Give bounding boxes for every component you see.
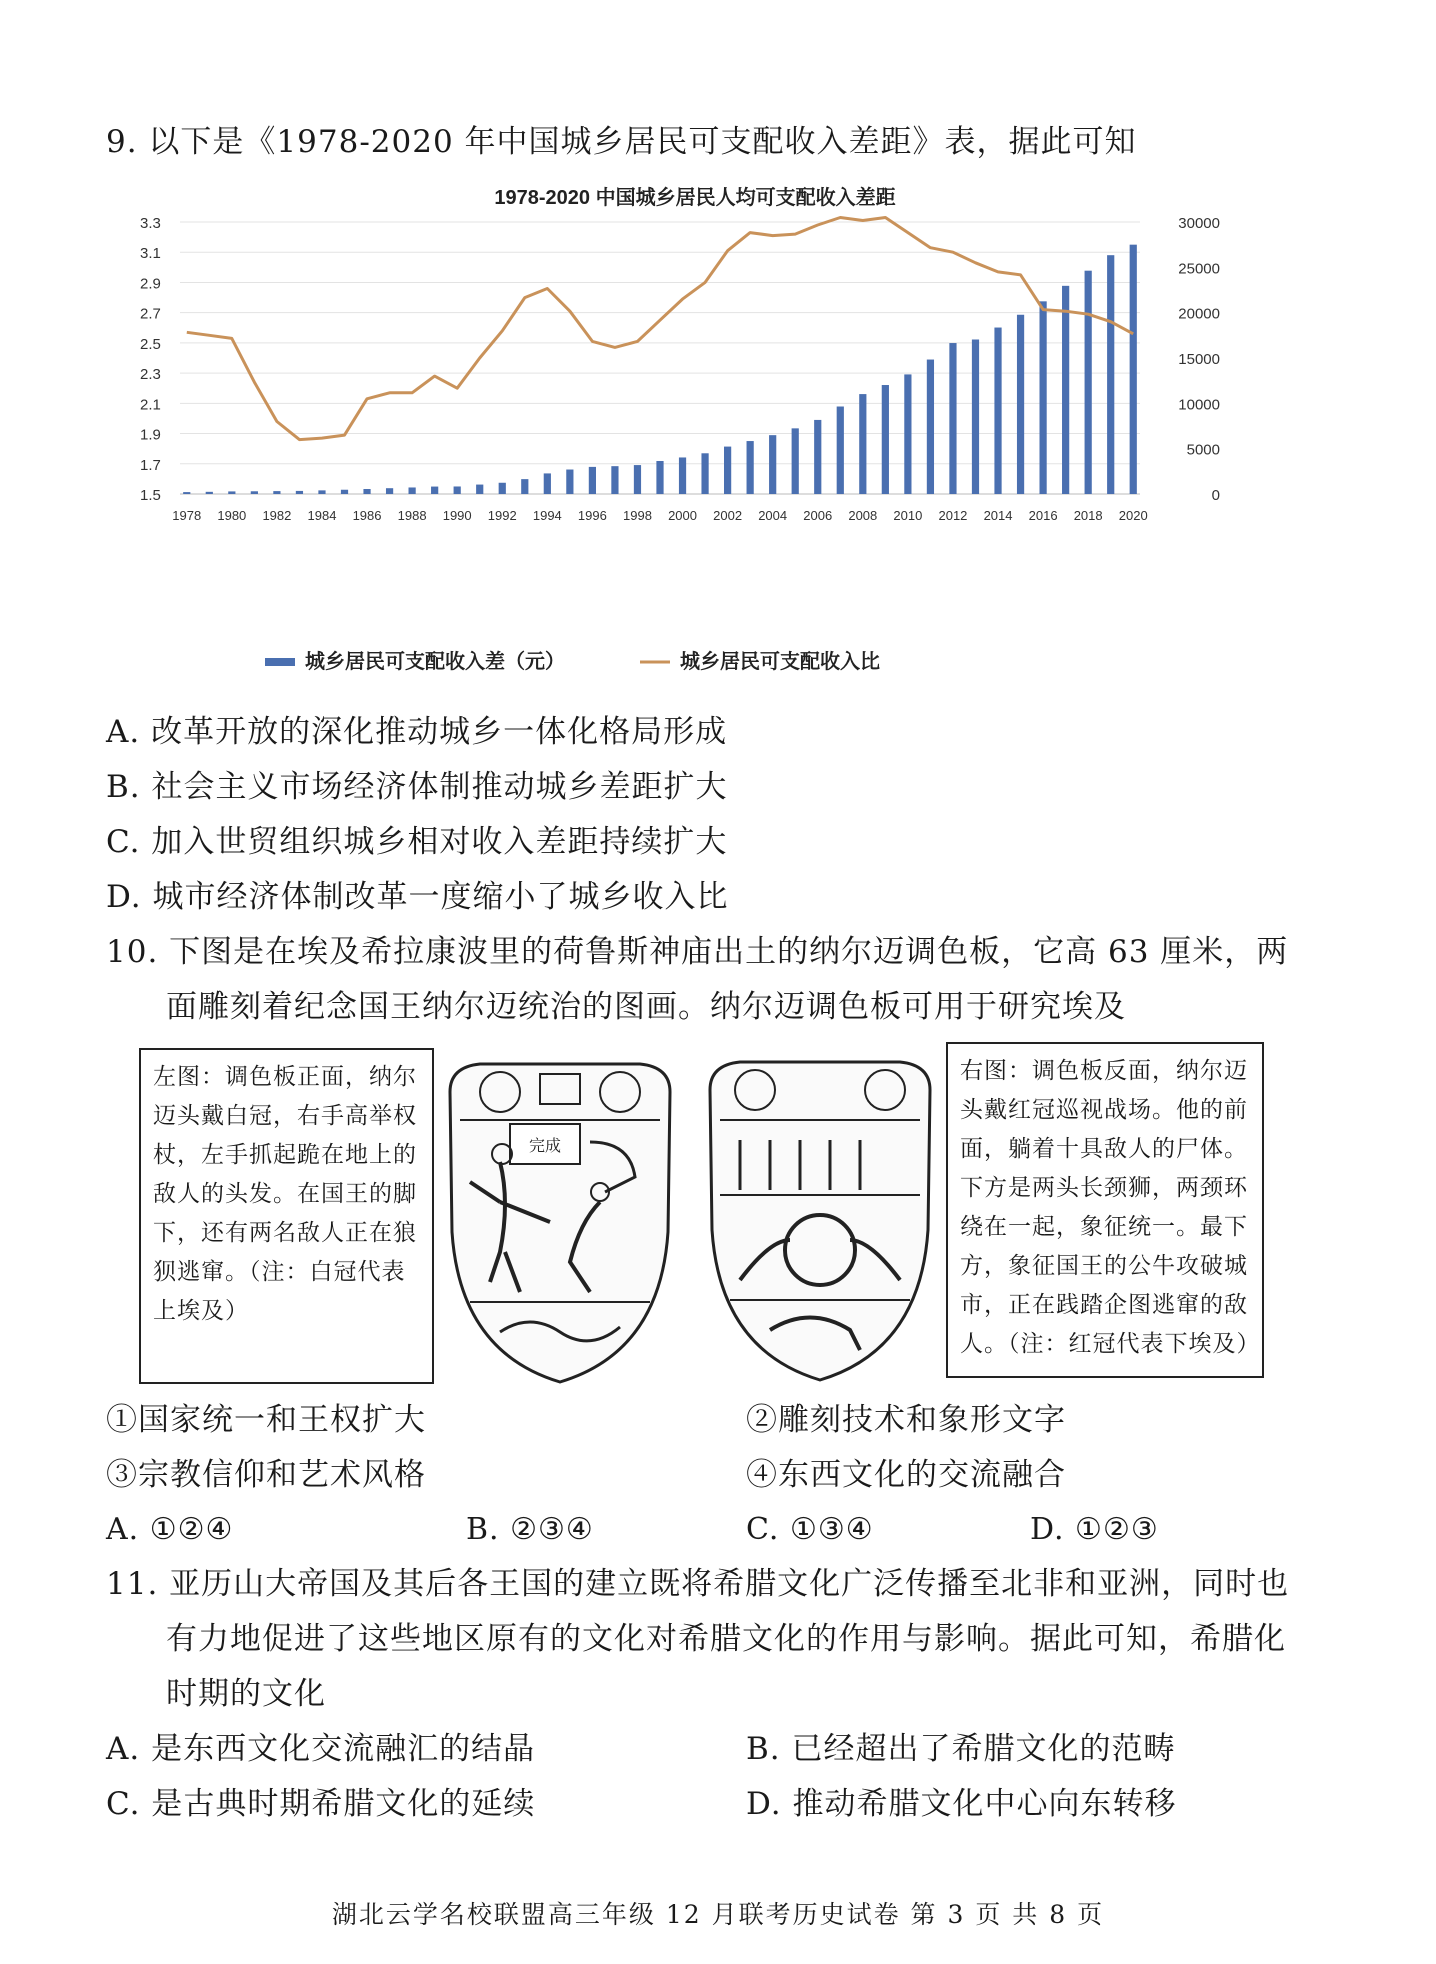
bar [724,447,731,494]
bar [904,374,911,494]
bar [409,487,416,494]
bar [634,465,641,494]
q10-item-3: ③宗教信仰和艺术风格 [106,1457,426,1493]
q10-item-1: ①国家统一和王权扩大 [106,1402,426,1438]
legend-line-label: 城乡居民可支配收入比 [680,651,880,673]
bar [521,479,528,494]
bar [747,441,754,494]
q11-stem-line3: 时期的文化 [166,1676,326,1712]
right-tick-label: 20000 [1178,305,1220,323]
q9-option-b: B. 社会主义市场经济体制推动城乡差距扩大 [106,769,728,805]
income-gap-chart [140,187,1270,702]
bar [1130,245,1137,494]
bar [837,407,844,494]
bar [679,457,686,494]
right-tick-label: 15000 [1178,351,1220,368]
bar [363,489,370,494]
left-tick-label: 2.7 [140,305,161,323]
x-tick-label: 1994 [532,508,562,523]
left-tick-label: 1.9 [140,426,161,444]
right-tick-label: 25000 [1178,260,1220,278]
q10-option-d: D. ①②③ [1030,1512,1159,1547]
x-tick-label: 2012 [938,508,968,523]
bar [1017,315,1024,494]
q10-stem-line1: 10. 下图是在埃及希拉康波里的荷鲁斯神庙出土的纳尔迈调色板，它高 63 厘米，两 [106,934,1289,970]
left-tick-label: 1.7 [140,456,161,474]
q11-option-d: D. 推动希腊文化中心向东转移 [746,1786,1177,1822]
x-tick-label: 1992 [487,508,517,523]
q9-option-d: D. 城市经济体制改革一度缩小了城乡收入比 [106,879,729,915]
x-tick-label: 2010 [893,508,923,523]
x-tick-label: 1982 [262,508,292,523]
left-tick-label: 3.3 [140,215,161,232]
x-tick-label: 2020 [1118,508,1148,523]
x-tick-label: 1986 [352,508,382,523]
bar [859,394,866,494]
palette-front-image [440,1052,680,1388]
bar [386,488,393,494]
x-tick-label: 2014 [983,508,1013,523]
right-tick-label: 30000 [1178,215,1220,232]
q10-item-4: ④东西文化的交流融合 [746,1457,1066,1493]
x-tick-label: 1978 [172,508,202,523]
x-tick-label: 2004 [758,508,788,523]
ratio-line [187,218,1133,440]
bar [454,486,461,494]
x-tick-label: 1990 [442,508,472,523]
chart-legend [265,649,880,673]
bar [1062,286,1069,494]
bar [566,470,573,494]
q11-stem-line1: 11. 亚历山大帝国及其后各王国的建立既将希腊文化广泛传播至北非和亚洲，同时也 [106,1566,1290,1602]
bar [499,483,506,494]
x-tick-label: 2018 [1073,508,1103,523]
q9-option-a: A. 改革开放的深化推动城乡一体化格局形成 [106,714,728,750]
x-tick-label: 1980 [217,508,247,523]
x-tick-label: 1984 [307,508,337,523]
bar [476,485,483,494]
right-axis-ticks [1178,215,1220,504]
palette-back-image [700,1050,940,1386]
right-note-box: 右图：调色板反面，纳尔迈头戴红冠巡视战场。他的前面，躺着十具敌人的尸体。下方是两头长颈狮，两颈环绕在一起，象征统一。最下方，象征国王的公牛攻破城市，正在践踏企图逃窜的敌人。（注：红冠代表下埃及） [946,1042,1264,1378]
bar [882,385,889,494]
q10-option-a: A. ①②④ [106,1512,234,1547]
bar [183,492,190,494]
bar [341,490,348,494]
q10-stem-line2: 面雕刻着纪念国王纳尔迈统治的图画。纳尔迈调色板可用于研究埃及 [166,989,1126,1025]
bar [972,340,979,494]
x-tick-label: 1998 [623,508,652,523]
palette-label: 完成 [528,1136,562,1155]
left-tick-label: 3.1 [140,245,161,263]
left-tick-label: 2.9 [140,275,161,293]
page-footer: 湖北云学名校联盟高三年级 12 月联考历史试卷 第 3 页 共 8 页 [331,1900,1105,1929]
x-tick-label: 2000 [668,508,697,523]
q11-option-b: B. 已经超出了希腊文化的范畴 [746,1731,1176,1767]
bar [611,466,618,494]
q9-option-c: C. 加入世贸组织城乡相对收入差距持续扩大 [106,824,728,860]
q10-item-2: ②雕刻技术和象形文字 [746,1402,1066,1438]
right-tick-label: 5000 [1186,441,1220,459]
bar [589,467,596,494]
bar [656,461,663,494]
left-note-box: 左图：调色板正面，纳尔迈头戴白冠，右手高举权杖，左手抓起跪在地上的敌人的头发。在国王的脚下，还有两名敌人正在狼狈逃窜。（注：白冠代表上埃及） [139,1048,434,1384]
x-tick-label: 2016 [1028,508,1058,523]
x-tick-label: 1996 [577,508,607,523]
line-series [187,218,1133,440]
left-tick-label: 2.1 [140,396,161,414]
bar [273,491,280,494]
bar [1107,255,1114,494]
x-tick-label: 2008 [848,508,878,523]
left-tick-label: 2.3 [140,366,161,384]
legend-bar-swatch [265,658,295,666]
left-axis-ticks [140,215,161,504]
right-tick-label: 10000 [1178,396,1220,414]
legend-bar-label: 城乡居民可支配收入差（元） [305,651,565,673]
bar [769,435,776,494]
q9-stem: 9. 以下是《1978-2020 年中国城乡居民可支配收入差距》表，据此可知 [106,124,1137,160]
q10-option-c: C. ①③④ [746,1512,874,1547]
bar [296,491,303,494]
bar [544,473,551,494]
bar [206,492,213,494]
bar [994,328,1001,494]
bar [1039,301,1046,494]
q11-stem-line2: 有力地促进了这些地区原有的文化对希腊文化的作用与影响。据此可知，希腊化 [166,1621,1286,1657]
bar [318,490,325,494]
bar [814,420,821,494]
bar [792,428,799,494]
bar [701,453,708,494]
right-tick-label: 0 [1211,487,1220,504]
bar [1085,271,1092,494]
q11-option-a: A. 是东西文化交流融汇的结晶 [106,1731,536,1767]
left-tick-label: 1.5 [140,487,161,504]
bar [927,360,934,494]
x-tick-label: 2002 [713,508,743,523]
x-axis-ticks [172,508,1147,523]
chart-title: 1978-2020 中国城乡居民人均可支配收入差距 [494,187,896,209]
bar [431,487,438,494]
x-tick-label: 2006 [803,508,833,523]
q11-option-c: C. 是古典时期希腊文化的延续 [106,1786,536,1822]
bar [949,343,956,494]
q10-option-b: B. ②③④ [466,1512,594,1547]
bar [228,491,235,494]
x-tick-label: 1988 [397,508,427,523]
bar [251,491,258,494]
left-tick-label: 2.5 [140,335,161,353]
